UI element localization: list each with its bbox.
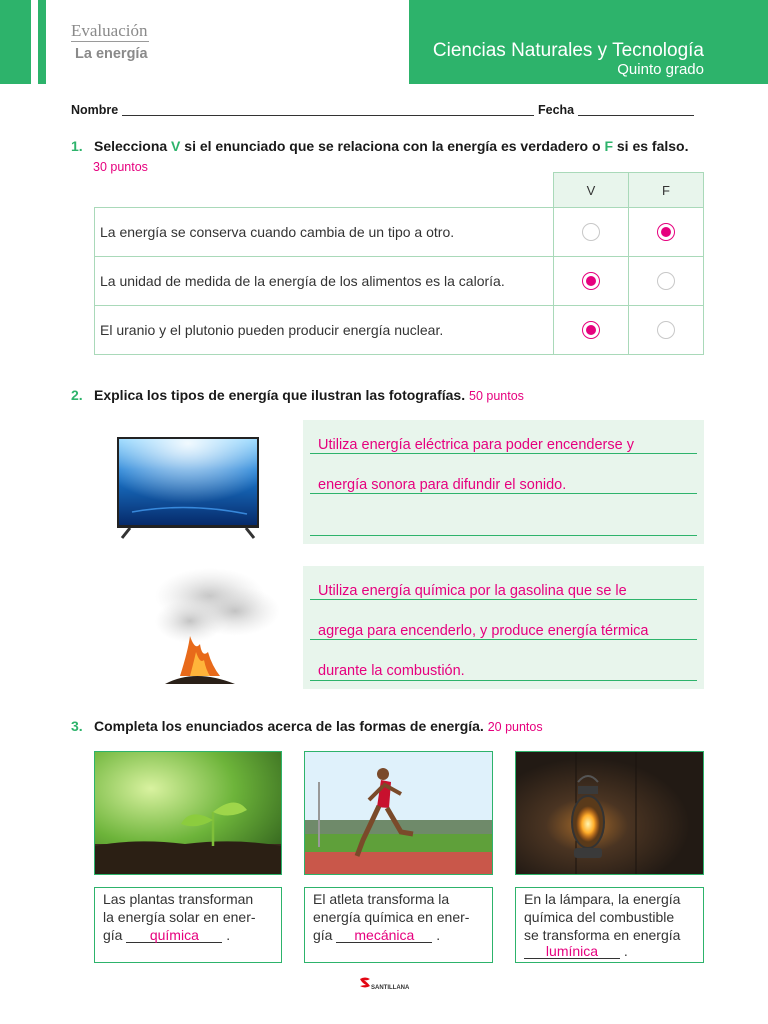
- header-left-stripe: [38, 0, 46, 84]
- topic-label: La energía: [75, 46, 148, 62]
- card3-answer[interactable]: lumínica: [524, 944, 620, 959]
- column-header-f: F: [628, 172, 704, 208]
- q1-points: 30 puntos: [93, 160, 148, 174]
- answer1-rule1: [310, 453, 697, 454]
- row2-f-radio[interactable]: [657, 272, 675, 290]
- date-label: Fecha: [538, 103, 575, 117]
- card2-line1: El atleta transforma la: [313, 891, 450, 907]
- plant-photo: [94, 751, 282, 875]
- q3-points: 20 puntos: [487, 720, 543, 734]
- row2-f-cell: [628, 256, 704, 306]
- card1-line3: gía química .: [103, 927, 231, 943]
- evaluation-label: Evaluación: [71, 21, 148, 40]
- answer1-line2: energía sonora para difundir el sonido.: [318, 477, 567, 493]
- card1-line2: la energía solar en ener-: [103, 909, 256, 925]
- row1-f-cell: [628, 207, 704, 257]
- statement-3: El uranio y el plutonio pueden producir energía nuclear.: [94, 305, 554, 355]
- statement-2: La unidad de medida de la energía de los alimentos es la caloría.: [94, 256, 554, 306]
- card3-line2: química del combustible: [524, 909, 675, 925]
- card2-line2: energía química en ener-: [313, 909, 470, 925]
- card3-line1: En la lámpara, la energía: [524, 891, 681, 907]
- answer1-rule3: [310, 535, 697, 536]
- athlete-photo: [304, 751, 493, 875]
- column-header-v: V: [553, 172, 629, 208]
- card2-line3: gía mecánica .: [313, 927, 441, 943]
- card2-answer[interactable]: mecánica: [336, 928, 432, 943]
- answer2-line1: Utiliza energía química por la gasolina que se le: [318, 583, 627, 599]
- row2-v-radio[interactable]: [582, 272, 600, 290]
- q2-text: Explica los tipos de energía que ilustran las fotografías. 50 puntos: [94, 387, 524, 403]
- card3-line4: lumínica .: [524, 944, 697, 959]
- row3-v-cell: [553, 305, 629, 355]
- name-label: Nombre: [71, 103, 119, 117]
- answer2-rule3: [310, 680, 697, 681]
- row1-v-radio[interactable]: [582, 223, 600, 241]
- row1-v-cell: [553, 207, 629, 257]
- answer2-line2: agrega para encenderlo, y produce energía térmica: [318, 623, 649, 639]
- answer1-line1: Utiliza energía eléctrica para poder encenderse y: [318, 437, 634, 453]
- card3-line3: se transforma en energía: [524, 927, 681, 943]
- q2-number: 2.: [71, 387, 83, 403]
- q1-text: Selecciona V si el enunciado que se relaciona con la energía es verdadero o F si es falso.: [94, 138, 689, 154]
- television-photo: [112, 432, 262, 542]
- q3-number: 3.: [71, 718, 83, 734]
- row3-f-radio[interactable]: [657, 321, 675, 339]
- statement-1: La energía se conserva cuando cambia de un tipo a otro.: [94, 207, 554, 257]
- row3-f-cell: [628, 305, 704, 355]
- card-plants: [94, 887, 282, 963]
- fire-photo: [140, 566, 285, 691]
- header-left-bar: [0, 0, 31, 84]
- answer1-rule2: [310, 493, 697, 494]
- svg-text:SANTILLANA: SANTILLANA: [371, 985, 410, 991]
- grade-label: Quinto grado: [617, 61, 704, 78]
- q3-text: Completa los enunciados acerca de las formas de energía. 20 puntos: [94, 718, 543, 734]
- q2-points: 50 puntos: [469, 389, 524, 403]
- subject-title: Ciencias Naturales y Tecnología: [432, 40, 704, 61]
- row3-v-radio[interactable]: [582, 321, 600, 339]
- answer2-line3: durante la combustión.: [318, 663, 465, 679]
- card1-line1: Las plantas transforman: [103, 891, 254, 907]
- card1-answer[interactable]: química: [126, 928, 222, 943]
- header-divider: [71, 41, 149, 42]
- card-athlete: [304, 887, 493, 963]
- lantern-photo: [515, 751, 704, 875]
- name-field[interactable]: [122, 115, 534, 116]
- answer2-rule2: [310, 639, 697, 640]
- santillana-logo: [358, 975, 410, 993]
- answer2-rule1: [310, 599, 697, 600]
- row1-f-radio[interactable]: [657, 223, 675, 241]
- row2-v-cell: [553, 256, 629, 306]
- card-lantern: [515, 887, 704, 963]
- q1-number: 1.: [71, 138, 83, 154]
- date-field[interactable]: [578, 115, 694, 116]
